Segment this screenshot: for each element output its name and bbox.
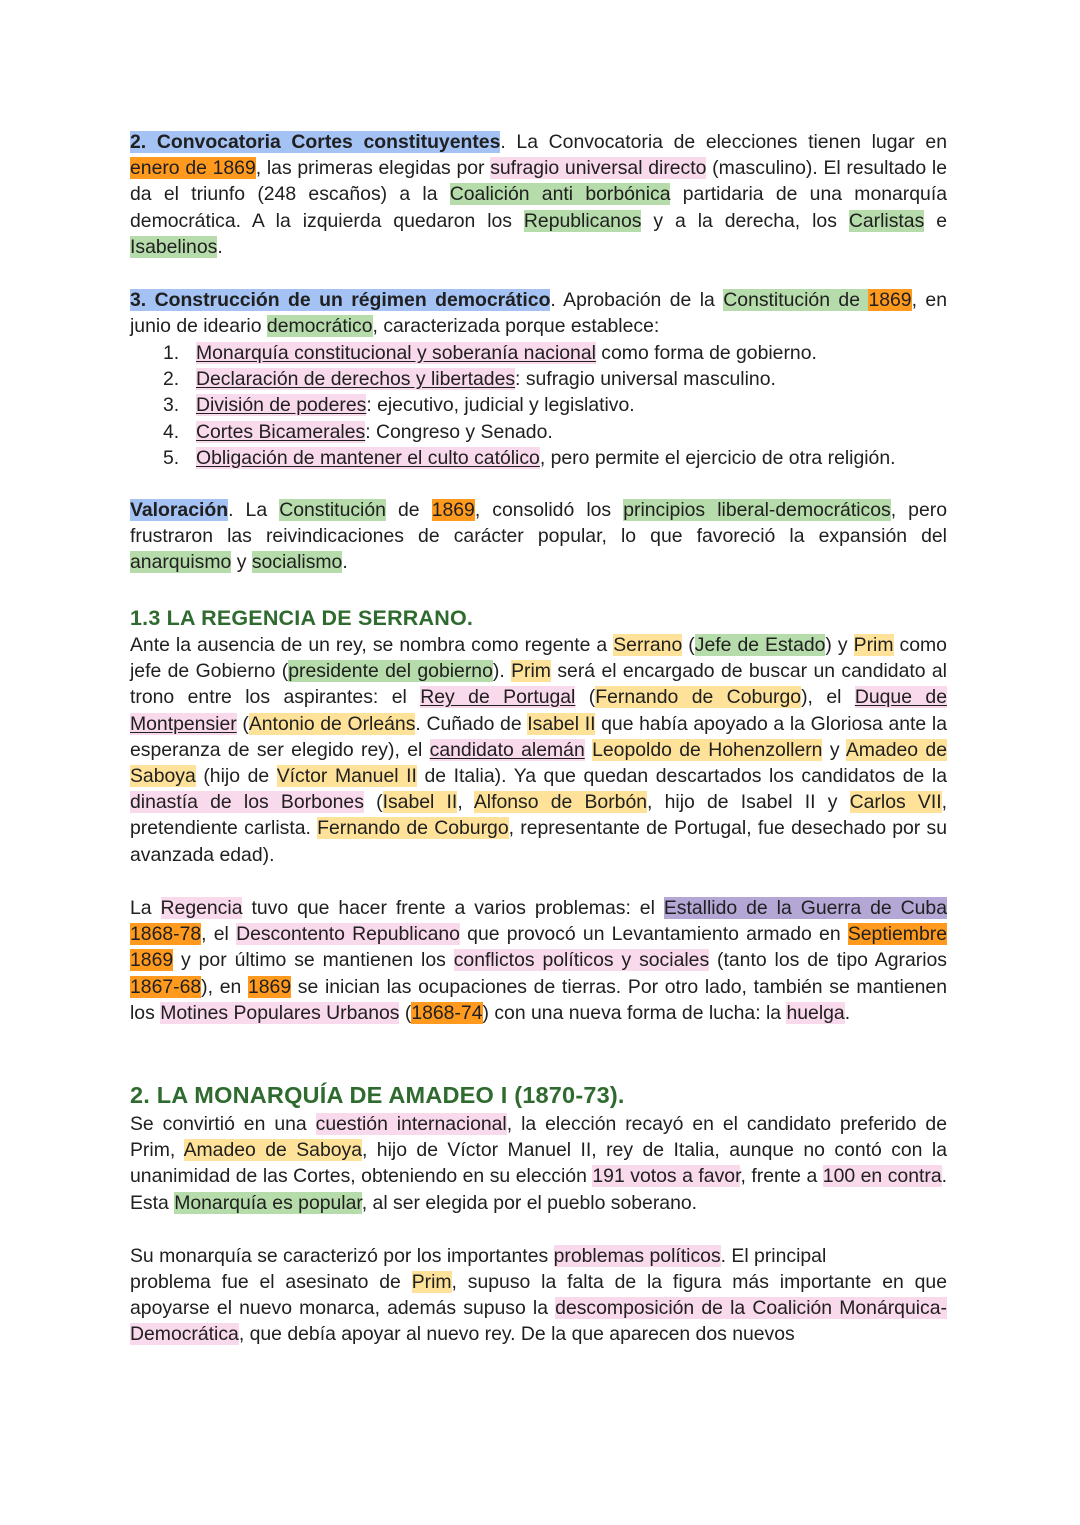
highlighted-text: dinastía de los Borbones (130, 791, 364, 814)
highlighted-text: Prim (511, 660, 551, 683)
text-run: , consolidó los (474, 499, 624, 521)
section-heading-amadeo: 2. LA MONARQUÍA DE AMADEO I (1870-73). (130, 1082, 625, 1108)
list-number: 3. (163, 394, 180, 417)
paragraph-construccion (130, 287, 947, 339)
highlighted-text: huelga (786, 1001, 845, 1024)
highlighted-text: Víctor Manuel II (276, 765, 417, 788)
highlighted-text: democrático (266, 315, 373, 338)
list-item (130, 419, 947, 445)
highlighted-text: Leopoldo de Hohenzollern (592, 738, 823, 761)
text-run: y (231, 551, 252, 574)
highlighted-text: Fernando de Coburgo (595, 686, 802, 709)
highlighted-text: Serrano (613, 634, 683, 656)
highlighted-text: 3. Construcción de un régimen democrático (130, 289, 551, 311)
text-run: ( (575, 686, 596, 709)
text-run: será el encargado de buscar un candidato al trono entre los aspirantes: el (130, 660, 947, 709)
text-run: . Aprobación de la (550, 289, 724, 311)
text-run: e (924, 209, 947, 232)
text-run: , pero frustraron las reivindicaciones de carácter popular, lo que favoreció la expansión del (130, 499, 947, 548)
list-item (130, 340, 947, 366)
text-run (585, 739, 592, 761)
text-run: . El principal (720, 1245, 827, 1267)
section-heading-regencia: 1.3 LA REGENCIA DE SERRANO. (130, 606, 474, 630)
text-run: de Italia). Ya que quedan descartados los candidatos de la (416, 765, 947, 788)
text-run: , las primeras elegidas por (255, 157, 491, 180)
constitution-features-list (130, 340, 947, 471)
highlighted-text: 2. Convocatoria Cortes constituyentes (130, 131, 501, 153)
text-run: y a la derecha, los (641, 209, 849, 232)
text-run: , hijo de Isabel II y (647, 791, 850, 814)
highlighted-text: Amadeo de Saboya (183, 1139, 362, 1162)
text-run: de (385, 499, 432, 521)
highlighted-text: Estallido de la Guerra de Cuba (663, 897, 947, 919)
highlighted-text: cuestión internacional (315, 1113, 507, 1135)
text-run: , que debía apoyar al nuevo rey. De la que aparecen dos nuevos (238, 1323, 795, 1346)
text-run: ( (236, 712, 249, 735)
list-number: 5. (163, 446, 180, 469)
highlighted-text: candidato alemán (429, 738, 585, 761)
highlighted-text: 191 votos a favor (592, 1165, 741, 1188)
highlighted-text: Antonio de Orleáns (248, 712, 416, 735)
highlighted-text: Isabel II (527, 712, 596, 735)
text-run: Se convirtió en una (130, 1113, 316, 1135)
highlighted-text: Coalición anti borbónica (449, 183, 671, 206)
highlighted-text: enero de 1869 (130, 157, 256, 180)
highlighted-text: Carlistas (848, 209, 925, 232)
highlighted-text: socialismo (251, 551, 343, 574)
text-run: y por último se mantienen los (173, 949, 454, 972)
text-run: , hijo de Víctor Manuel II, rey de Italia, aunque no contó con la unanimidad de las Cortes, obteniendo en su elección (130, 1139, 947, 1188)
highlighted-text: Regencia (160, 897, 243, 919)
text-run: partidaria de una monarquía democrática. A la izquierda quedaron los (130, 183, 947, 232)
text-run: . (217, 235, 223, 258)
highlighted-text: 100 en contra (822, 1165, 942, 1188)
text-run: que había apoyado a la Gloriosa ante la esperanza de ser elegido rey), el (130, 712, 947, 761)
highlighted-text: Motines Populares Urbanos (160, 1001, 400, 1024)
paragraph-convocatoria (130, 129, 947, 260)
highlighted-text: 1868-78 (130, 923, 202, 946)
highlighted-text: Constitución de (723, 289, 869, 311)
text-run: , pretendiente carlista. (130, 791, 947, 840)
highlighted-text: Monarquía es popular (174, 1191, 362, 1214)
highlighted-text: presidente del gobierno (288, 660, 493, 683)
highlighted-text: Republicanos (523, 209, 642, 232)
highlighted-text: Fernando de Coburgo (317, 817, 509, 840)
text-run: ( (363, 791, 383, 814)
highlighted-text: Alfonso de Borbón (473, 791, 648, 814)
text-run: como forma de gobierno. (595, 342, 817, 364)
text-run: . (844, 1001, 851, 1024)
list-item (130, 445, 947, 471)
text-run: y (822, 738, 846, 761)
highlighted-text: principios liberal-democráticos (623, 499, 891, 521)
text-run: , frente a (740, 1165, 823, 1188)
highlighted-text: Duque de Montpensier (130, 686, 947, 735)
text-run: , (457, 791, 474, 814)
highlighted-text: 1867-68 (130, 975, 202, 998)
highlighted-text: Amadeo de Saboya (130, 738, 947, 788)
paragraph-amadeo-problemas-line1 (130, 1243, 947, 1269)
text-run: , supuso la falta de la figura más importante en que apoyarse el nuevo monarca, además supuso la (130, 1271, 947, 1320)
text-run: . Esta (130, 1165, 948, 1214)
highlighted-text: problemas políticos (553, 1245, 721, 1267)
text-run: (hijo de (195, 765, 277, 788)
paragraph-amadeo-problemas (130, 1269, 947, 1348)
highlighted-text: 1869 (868, 289, 912, 311)
text-run: La (130, 897, 161, 919)
text-run: Ante la ausencia de un rey, se nombra como regente a (130, 634, 614, 656)
text-run: se inician las ocupaciones de tierras. Por otro lado, también se mantienen los (130, 975, 947, 1024)
text-run: : ejecutivo, judicial y legislativo. (366, 394, 635, 417)
text-run: , el (201, 923, 237, 946)
highlighted-text: Carlos VII (849, 791, 942, 814)
text-run: problema fue el asesinato de (130, 1271, 412, 1293)
highlighted-text: Declaración de derechos y libertades (196, 368, 516, 391)
highlighted-text: Monarquía constitucional y soberanía nacional (196, 342, 596, 364)
highlighted-text: 1869 (247, 975, 292, 998)
text-run: ( (399, 1001, 412, 1024)
paragraph-amadeo-eleccion (130, 1111, 947, 1216)
text-run: ) y (825, 634, 854, 656)
text-run: , la elección recayó en el candidato preferido de Prim, (130, 1113, 947, 1162)
text-run: ). (492, 660, 512, 683)
list-item (130, 366, 947, 392)
text-run: ), el (801, 686, 855, 709)
text-run: ( (682, 634, 695, 656)
text-run: , representante de Portugal, fue desechado por su avanzada edad). (130, 817, 947, 866)
paragraph-regencia-problemas (130, 895, 947, 1026)
highlighted-text: Valoración (130, 499, 229, 521)
highlighted-text: Isabel II (382, 791, 458, 814)
list-number: 4. (163, 420, 180, 443)
highlighted-text: 1868-74 (411, 1001, 483, 1024)
highlighted-text: Obligación de mantener el culto católico (196, 446, 540, 469)
text-run: , al ser elegida por el pueblo soberano. (361, 1191, 698, 1214)
text-run: . La (228, 499, 280, 521)
highlighted-text: Prim (853, 634, 894, 656)
highlighted-text: Septiembre 1869 (130, 923, 947, 972)
text-run: , en junio de ideario (130, 289, 947, 338)
text-run: tuvo que hacer frente a varios problemas: el (242, 897, 664, 919)
highlighted-text: anarquismo (130, 551, 232, 574)
text-run: Su monarquía se caracterizó por los importantes (130, 1245, 554, 1267)
text-run: : Congreso y Senado. (365, 420, 553, 443)
highlighted-text: Isabelinos (130, 235, 218, 258)
paragraph-valoracion (130, 497, 947, 576)
text-run: , caracterizada porque establece: (372, 315, 660, 338)
list-number: 1. (163, 342, 180, 364)
highlighted-text: División de poderes (196, 394, 367, 417)
text-run: : sufragio universal masculino. (515, 368, 776, 391)
text-run: ), en (201, 975, 248, 998)
text-run: ) con una nueva forma de lucha: la (482, 1001, 787, 1024)
text-run: que provocó un Levantamiento armado en (459, 923, 848, 946)
text-run: (tanto los de tipo Agrarios (709, 949, 947, 972)
text-run: (masculino). El resultado le da el triunfo (248 escaños) a la (130, 157, 948, 206)
highlighted-text: Prim (411, 1271, 452, 1293)
text-run: . (342, 551, 348, 574)
text-run: como jefe de Gobierno ( (130, 634, 947, 683)
text-run: . La Convocatoria de elecciones tienen lugar en (500, 131, 947, 153)
list-number: 2. (163, 368, 180, 391)
highlighted-text: Rey de Portugal (420, 686, 576, 709)
highlighted-text: Descontento Republicano (236, 923, 460, 946)
text-run: , pero permite el ejercicio de otra religión. (539, 446, 896, 469)
highlighted-text: descomposición de la Coalición Monárquica-Democrática (130, 1297, 947, 1346)
highlighted-text: 1869 (431, 499, 475, 521)
highlighted-text: conflictos políticos y sociales (453, 949, 710, 972)
paragraph-regencia-candidatos (130, 632, 947, 868)
highlighted-text: Cortes Bicamerales (196, 420, 366, 443)
list-item (130, 392, 947, 418)
highlighted-text: Constitución (279, 499, 386, 521)
highlighted-text: sufragio universal directo (490, 157, 707, 180)
highlighted-text: Jefe de Estado (694, 634, 826, 656)
text-run: . Cuñado de (415, 712, 528, 735)
